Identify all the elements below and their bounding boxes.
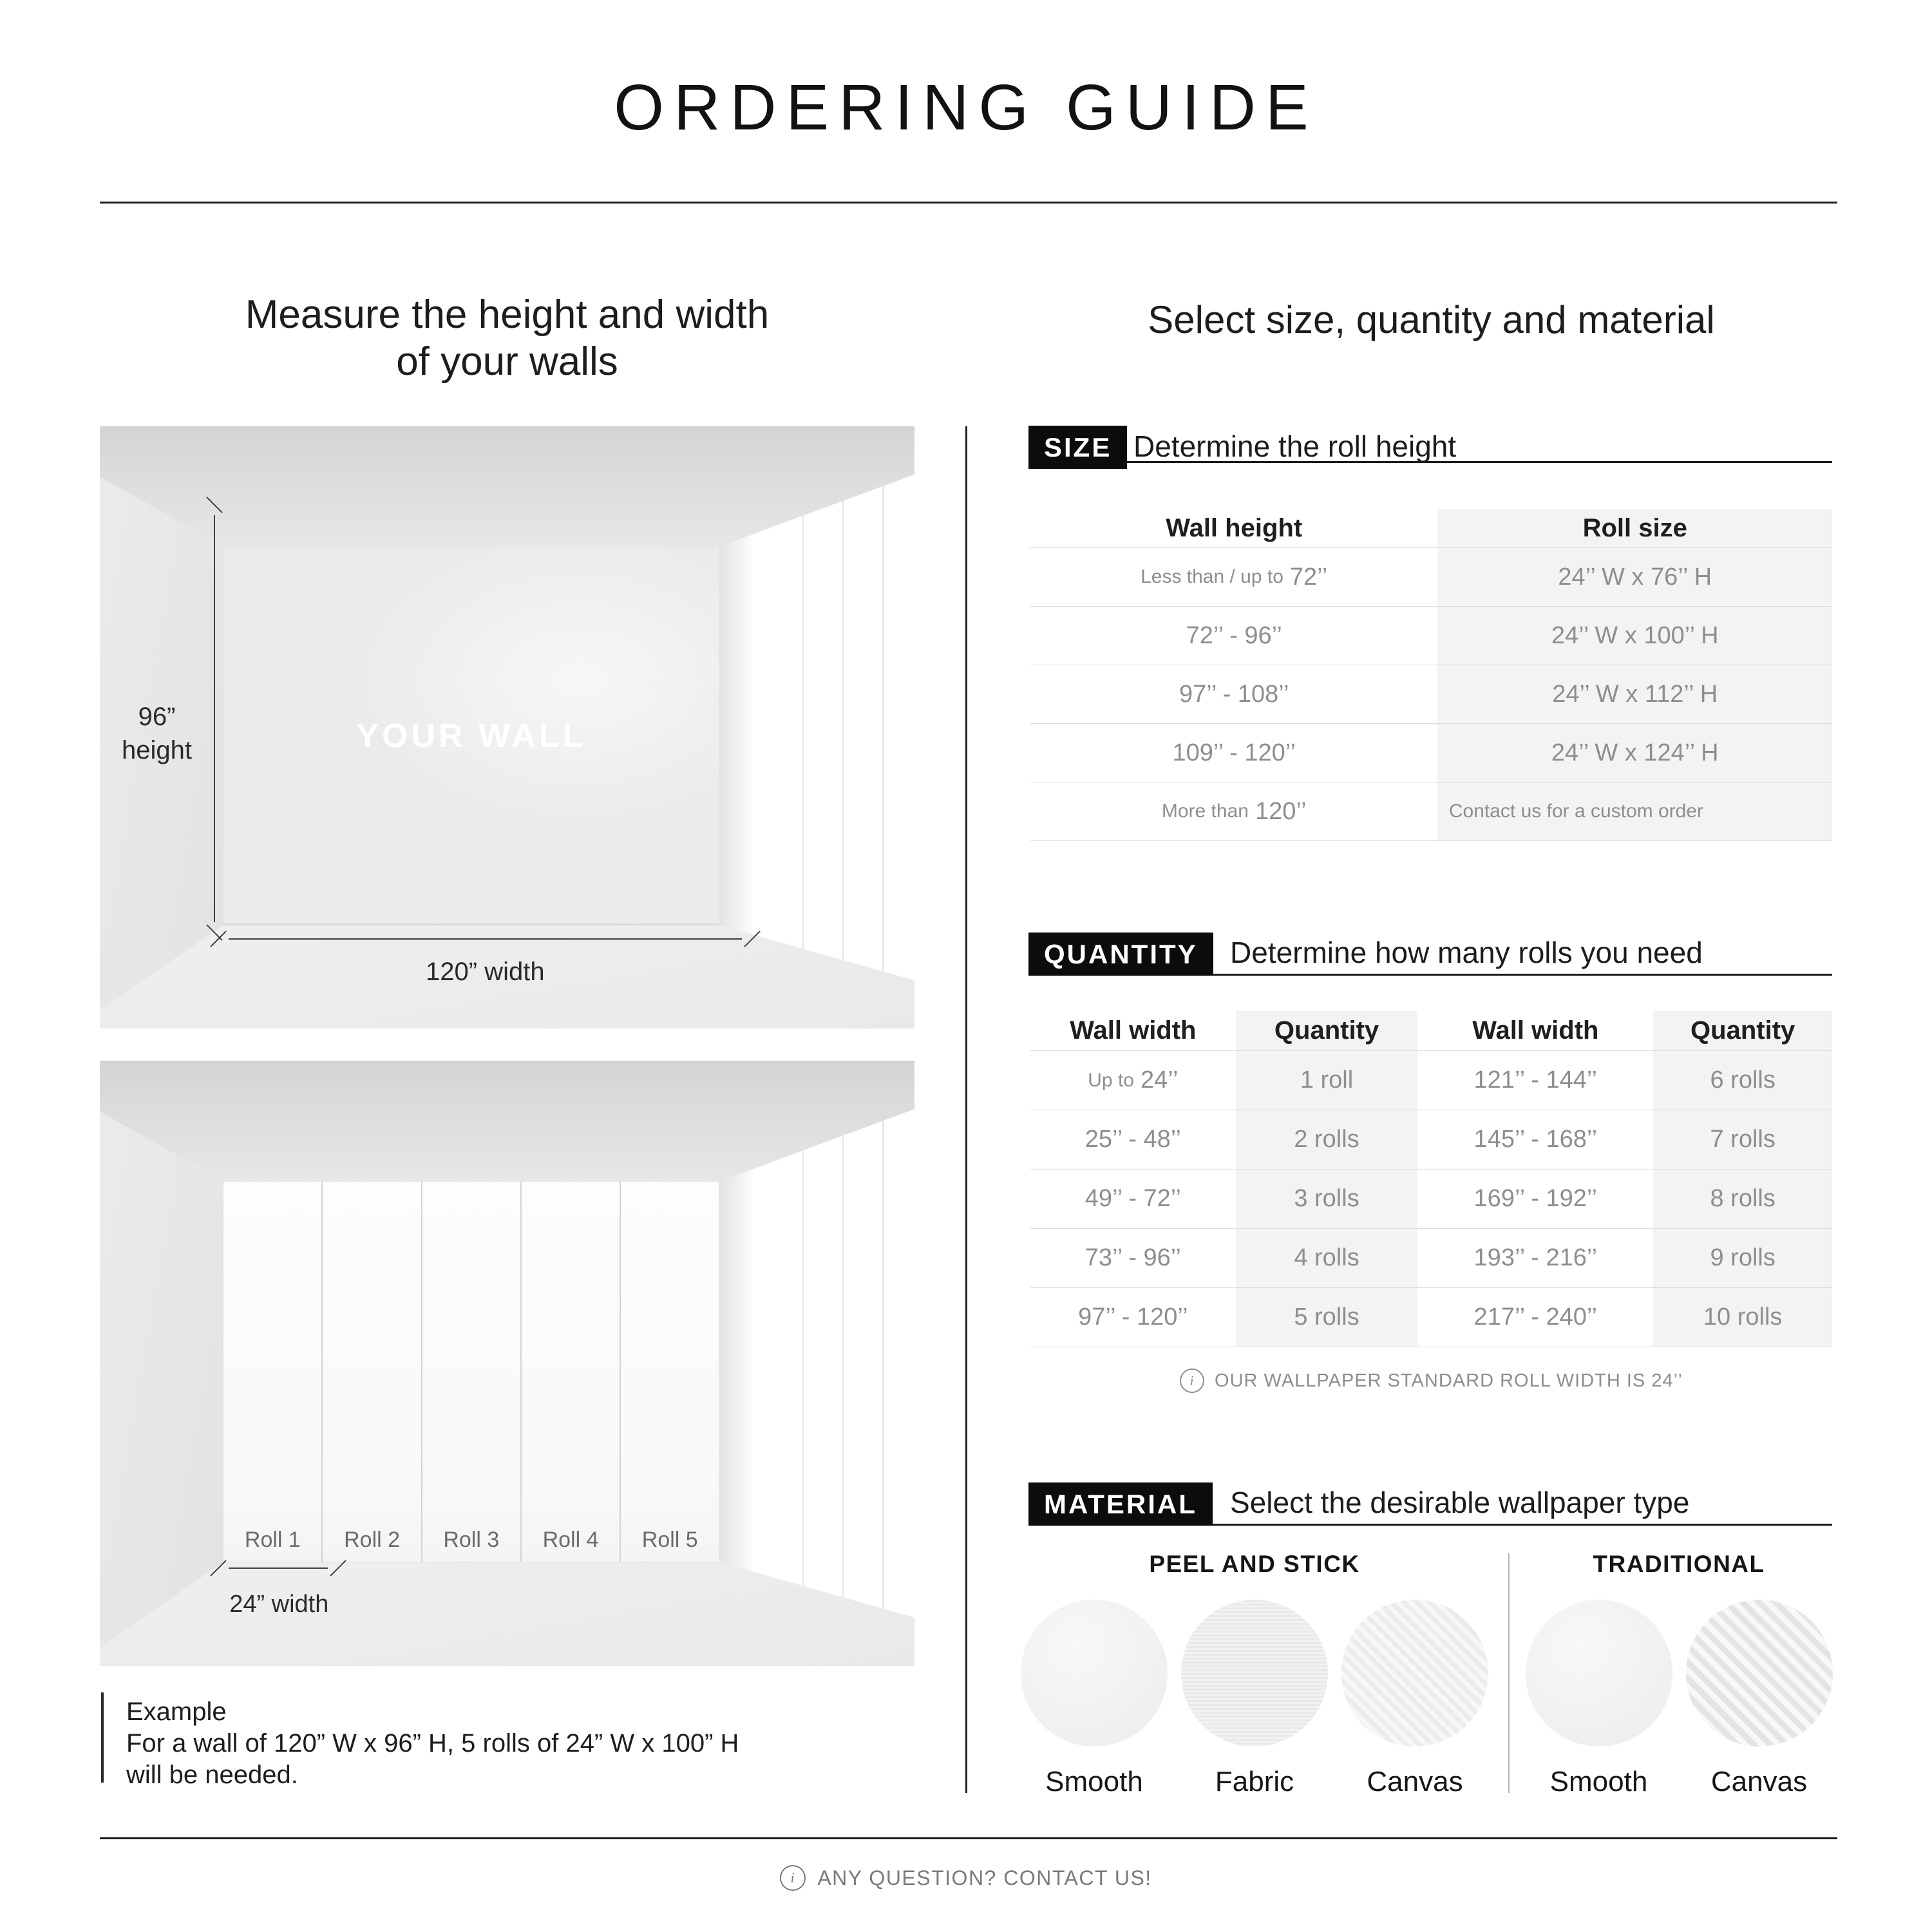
quantity-cell: 6 rolls: [1710, 1066, 1776, 1094]
roll-panels: [223, 1182, 719, 1562]
window-mullion: [802, 426, 804, 1028]
column-divider: [965, 426, 967, 1793]
wall-width-cell: 193’’ - 216’’: [1473, 1244, 1598, 1271]
size-table-row: [1030, 547, 1832, 606]
window-mullion: [882, 1061, 884, 1666]
quantity-cell: 1 roll: [1300, 1066, 1354, 1094]
quantity-table-row: [1030, 1287, 1832, 1347]
measure-heading: [100, 291, 914, 385]
quantity-cell: 10 rolls: [1703, 1303, 1783, 1331]
window-mullion: [842, 1061, 844, 1666]
window-mullion: [882, 426, 884, 1028]
quantity-cell: 3 rolls: [1294, 1185, 1359, 1212]
col-header-roll-size: Roll size: [1582, 513, 1687, 542]
wall-width-cell: 121’’ - 144’’: [1473, 1066, 1598, 1094]
swatch-fabric: Fabric: [1181, 1600, 1328, 1798]
material-group-divider: [1508, 1553, 1510, 1793]
size-section-label: SIZE: [1028, 426, 1127, 469]
roll-label: Roll 1: [244, 1528, 301, 1553]
quantity-cell: 2 rolls: [1294, 1126, 1359, 1153]
measure-heading-line2: of your walls: [396, 339, 618, 384]
wall-width-cell: 97’’ - 120’’: [1078, 1303, 1188, 1331]
header-divider: [100, 202, 1837, 204]
roll-size-cell: Contact us for a custom order: [1448, 800, 1704, 822]
roll-width-note: [1030, 1368, 1832, 1393]
material-group-peel-and-stick: [1021, 1551, 1488, 1798]
fabric-texture-icon: [1181, 1600, 1328, 1747]
window-mullion: [842, 426, 844, 1028]
wall-height-cell: 72’’ - 96’’: [1186, 621, 1282, 649]
roll-size-cell: 24’’ W x 76’’ H: [1558, 563, 1712, 591]
wall-height-cell: 97’’ - 108’’: [1179, 680, 1289, 708]
quantity-cell: 8 rolls: [1710, 1185, 1776, 1212]
quantity-cell: 4 rolls: [1294, 1244, 1359, 1271]
example-accent-bar: [101, 1692, 104, 1783]
wall-width-cell: 73’’ - 96’’: [1084, 1244, 1181, 1271]
wall-height-cell: Less than / up to 72’’: [1141, 563, 1328, 591]
material-section-label: MATERIAL: [1028, 1482, 1213, 1526]
measure-heading-line1: Measure the height and width: [245, 292, 770, 337]
quantity-table-row: [1030, 1110, 1832, 1169]
canvas-texture-icon: [1686, 1600, 1833, 1747]
roll-size-cell: 24’’ W x 124’’ H: [1551, 739, 1719, 766]
col-header-wall-width: Wall width: [1472, 1016, 1599, 1045]
size-table-row: [1030, 665, 1832, 723]
wall-width-cell: 145’’ - 168’’: [1473, 1126, 1598, 1153]
col-header-quantity: Quantity: [1690, 1016, 1795, 1045]
swatch-row: [1021, 1600, 1488, 1798]
material-group-title: TRADITIONAL: [1593, 1551, 1765, 1577]
size-table-header: [1030, 509, 1832, 547]
page-title: ORDERING GUIDE: [614, 71, 1318, 144]
wall-width-cell: 169’’ - 192’’: [1473, 1185, 1598, 1212]
info-icon: i: [1180, 1368, 1204, 1393]
roll-label: Roll 2: [344, 1528, 401, 1553]
width-label: 120” width: [426, 957, 545, 986]
swatch-row: [1526, 1600, 1833, 1798]
quantity-table-row: [1030, 1169, 1832, 1228]
swatch-smooth: Smooth: [1526, 1600, 1672, 1798]
col-header-quantity: Quantity: [1274, 1016, 1379, 1045]
width-dimension-line: [229, 938, 742, 940]
wall-width-cell: 217’’ - 240’’: [1473, 1303, 1598, 1331]
wall-width-cell: 49’’ - 72’’: [1084, 1185, 1181, 1212]
example-block: [126, 1696, 912, 1791]
roll-size-cell: 24’’ W x 112’’ H: [1552, 680, 1718, 708]
info-icon: i: [780, 1865, 806, 1891]
note-text: OUR WALLPAPER STANDARD ROLL WIDTH IS 24’’: [1215, 1370, 1683, 1391]
quantity-section-label: QUANTITY: [1028, 933, 1213, 976]
quantity-table-header: [1030, 1011, 1832, 1050]
room-illustration-measure: [100, 426, 914, 1028]
select-heading: Select size, quantity and material: [1148, 298, 1715, 341]
wall-width-cell: Up to 24’’: [1088, 1066, 1179, 1094]
wall-width-cell: 25’’ - 48’’: [1084, 1126, 1181, 1153]
wall-height-cell: More than 120’’: [1161, 797, 1307, 825]
footer-text: ANY QUESTION? CONTACT US!: [817, 1866, 1152, 1889]
room-illustration-rolls: [100, 1061, 914, 1666]
material-section-heading: Select the desirable wallpaper type: [1230, 1486, 1690, 1519]
material-group-traditional: [1525, 1551, 1833, 1798]
roll-panel: [323, 1182, 422, 1562]
window-mullion: [802, 1061, 804, 1666]
roll-panel: [223, 1182, 323, 1562]
quantity-cell: 5 rolls: [1294, 1303, 1359, 1331]
quantity-cell: 7 rolls: [1710, 1126, 1776, 1153]
example-line2: will be needed.: [126, 1761, 298, 1789]
quantity-table-row: [1030, 1228, 1832, 1287]
size-table-row: [1030, 606, 1832, 665]
roll-label: Roll 5: [641, 1528, 698, 1553]
smooth-texture-icon: [1526, 1600, 1672, 1747]
example-line1: For a wall of 120” W x 96” H, 5 rolls of 24” W x 100” H: [126, 1729, 739, 1757]
roll-panel: [422, 1182, 522, 1562]
quantity-table-row: [1030, 1050, 1832, 1110]
your-wall-label: YOUR WALL: [356, 717, 587, 755]
col-header-wall-height: Wall height: [1166, 513, 1303, 542]
roll-label: Roll 4: [542, 1528, 599, 1553]
roll-width-label: 24” width: [229, 1591, 329, 1618]
footer: [0, 1865, 1932, 1891]
swatch-canvas: Canvas: [1341, 1600, 1488, 1798]
example-title: Example: [126, 1698, 227, 1726]
col-header-wall-width: Wall width: [1070, 1016, 1197, 1045]
height-label: 96” height: [122, 703, 193, 765]
roll-size-cell: 24’’ W x 100’’ H: [1551, 621, 1719, 649]
canvas-texture-icon: [1341, 1600, 1488, 1747]
height-dimension-line: [214, 515, 215, 922]
footer-divider: [100, 1837, 1837, 1839]
size-table-row: [1030, 782, 1832, 841]
size-table-row: [1030, 723, 1832, 782]
roll-panel: [621, 1182, 719, 1562]
quantity-cell: 9 rolls: [1710, 1244, 1776, 1271]
wall-height-cell: 109’’ - 120’’: [1172, 739, 1296, 766]
size-table: [1030, 509, 1832, 841]
roll-width-dimension-line: [229, 1567, 328, 1569]
roll-panel: [522, 1182, 621, 1562]
smooth-texture-icon: [1021, 1600, 1168, 1747]
size-section-heading: Determine the roll height: [1133, 430, 1457, 463]
swatch-canvas: Canvas: [1686, 1600, 1833, 1798]
roll-label: Roll 3: [443, 1528, 500, 1553]
quantity-section-heading: Determine how many rolls you need: [1230, 936, 1703, 969]
quantity-table: [1030, 1011, 1832, 1347]
swatch-smooth: Smooth: [1021, 1600, 1168, 1798]
material-group-title: PEEL AND STICK: [1149, 1551, 1360, 1577]
